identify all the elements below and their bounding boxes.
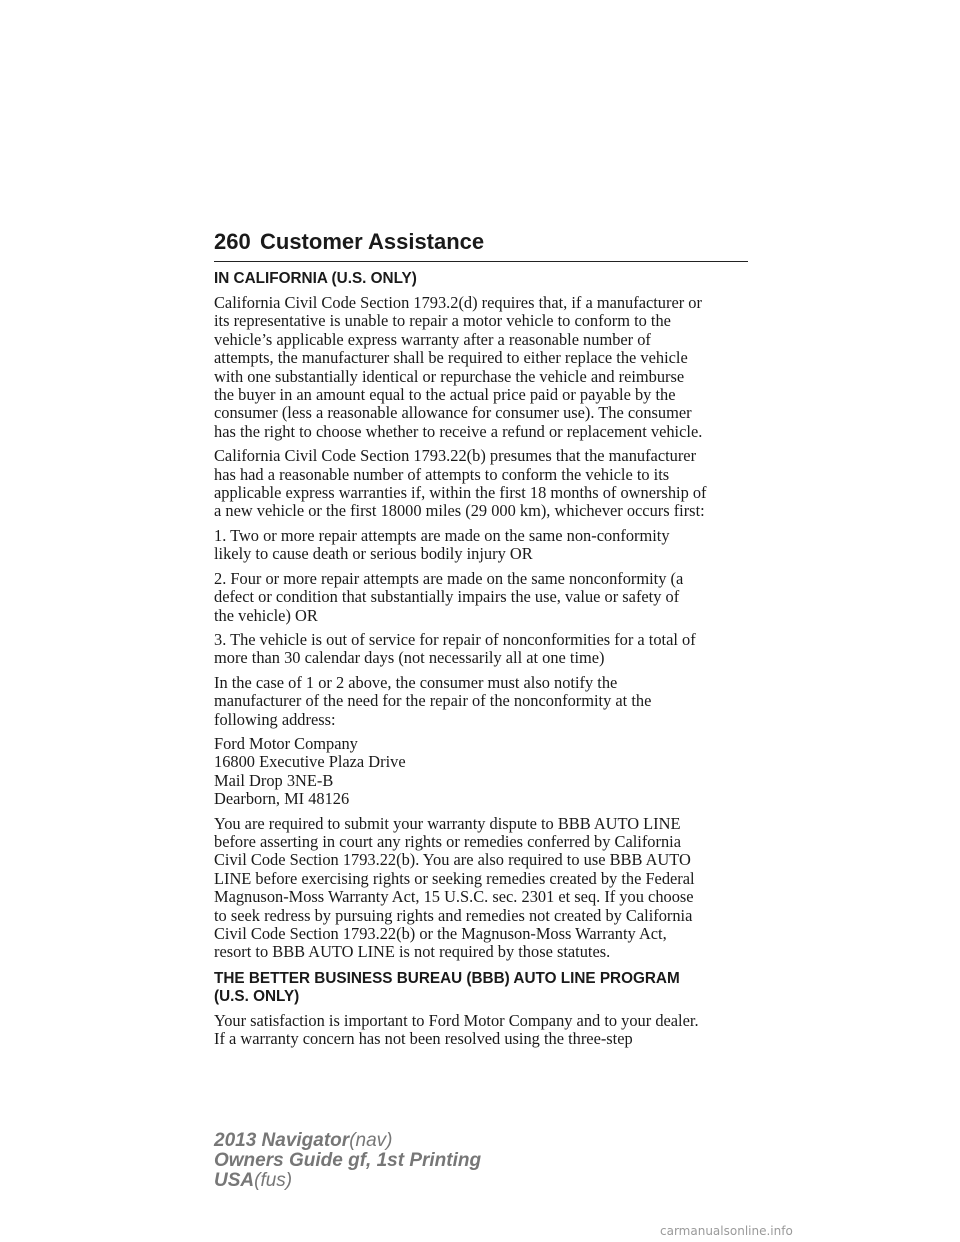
- mailing-address-line: Dearborn, MI 48126: [214, 789, 350, 809]
- footer-region-code: (fus): [254, 1170, 293, 1191]
- heading-california: IN CALIFORNIA (U.S. ONLY): [214, 270, 417, 287]
- paragraph-satisfaction-line: If a warranty concern has not been resolved using the three-step: [214, 1029, 633, 1049]
- paragraph-1793-22b: [214, 447, 754, 521]
- page-footer: [214, 1131, 481, 1191]
- paragraph-bbb-required-line: LINE before exercising rights or seeking remedies created by the Federal: [214, 868, 695, 888]
- list-item-2-line: 2. Four or more repair attempts are made on the same nonconformity (a: [214, 568, 684, 588]
- paragraph-1793-2d-line: attempts, the manufacturer shall be required to either replace the vehicle: [214, 348, 688, 368]
- page-number: 260: [214, 229, 251, 254]
- paragraph-1793-2d: [214, 294, 754, 441]
- mailing-address-line: 16800 Executive Plaza Drive: [214, 752, 406, 772]
- paragraph-1793-22b-line: has had a reasonable number of attempts to conform the vehicle to its: [214, 464, 670, 484]
- paragraph-1793-2d-line: consumer (less a reasonable allowance for consumer use). The consumer: [214, 403, 692, 423]
- paragraph-1793-2d-line: its representative is unable to repair a motor vehicle to conform to the: [214, 311, 671, 331]
- list-item-2: [214, 570, 754, 625]
- list-item-1-line: 1. Two or more repair attempts are made on the same non-conformity: [214, 525, 670, 545]
- paragraph-notify: [214, 674, 754, 729]
- paragraph-satisfaction-line: Your satisfaction is important to Ford Motor Company and to your dealer.: [214, 1010, 699, 1030]
- footer-region: USA: [214, 1170, 255, 1191]
- list-item-3-line: 3. The vehicle is out of service for repair of nonconformities for a total of: [214, 629, 696, 649]
- footer-line-region: [214, 1171, 481, 1191]
- paragraph-bbb-required-line: to seek redress by pursuing rights and remedies not created by California: [214, 905, 693, 925]
- mailing-address-line: Mail Drop 3NE-B: [214, 770, 334, 790]
- paragraph-1793-22b-line: California Civil Code Section 1793.22(b) presumes that the manufacturer: [214, 446, 697, 466]
- paragraph-notify-line: manufacturer of the need for the repair of the nonconformity at the: [214, 691, 652, 711]
- paragraph-1793-2d-line: vehicle’s applicable express warranty after a reasonable number of: [214, 329, 651, 349]
- paragraph-1793-22b-line: a new vehicle or the first 18000 miles (29 000 km), whichever occurs first:: [214, 501, 705, 521]
- paragraph-bbb-required-line: Civil Code Section 1793.22(b) or the Magnuson-Moss Warranty Act,: [214, 924, 667, 943]
- watermark: carmanualsonline.info: [660, 1224, 793, 1238]
- list-item-3-line: more than 30 calendar days (not necessarily all at one time): [214, 648, 605, 668]
- paragraph-bbb-required-line: You are required to submit your warranty dispute to BBB AUTO LINE: [214, 813, 681, 833]
- paragraph-notify-line: following address:: [214, 709, 336, 729]
- page-header: [214, 229, 748, 262]
- mailing-address: [214, 735, 754, 809]
- list-item-1-line: likely to cause death or serious bodily injury OR: [214, 544, 533, 564]
- section-title: Customer Assistance: [260, 229, 485, 254]
- mailing-address-line: Ford Motor Company: [214, 733, 358, 753]
- list-item-2-line: defect or condition that substantially impairs the use, value or safety of: [214, 587, 680, 607]
- paragraph-bbb-required-line: resort to BBB AUTO LINE is not required by those statutes.: [214, 942, 611, 962]
- heading-bbb-program-line: (U.S. ONLY): [214, 987, 300, 1005]
- paragraph-1793-2d-line: with one substantially identical or repurchase the vehicle and reimburse: [214, 366, 685, 386]
- footer-model: 2013 Navigator: [214, 1130, 350, 1151]
- footer-model-code: (nav): [349, 1130, 393, 1151]
- list-item-1: [214, 527, 754, 564]
- page-content: [214, 270, 754, 1055]
- heading-bbb-program-line: THE BETTER BUSINESS BUREAU (BBB) AUTO LINE PROGRAM: [214, 969, 680, 987]
- paragraph-1793-22b-line: applicable express warranties if, within the first 18 months of ownership of: [214, 483, 707, 503]
- footer-line-model: [214, 1131, 481, 1151]
- paragraph-bbb-required-line: Civil Code Section 1793.22(b). You are also required to use BBB AUTO: [214, 850, 691, 870]
- paragraph-1793-2d-line: California Civil Code Section 1793.2(d) requires that, if a manufacturer or: [214, 293, 702, 312]
- paragraph-bbb-required: [214, 815, 754, 962]
- list-item-2-line: the vehicle) OR: [214, 605, 318, 625]
- heading-bbb-program: [214, 970, 754, 1006]
- paragraph-1793-2d-line: the buyer in an amount equal to the actual price paid or payable by the: [214, 385, 676, 405]
- paragraph-bbb-required-line: before asserting in court any rights or remedies conferred by California: [214, 831, 681, 851]
- paragraph-notify-line: In the case of 1 or 2 above, the consumer must also notify the: [214, 672, 618, 692]
- paragraph-satisfaction: [214, 1012, 754, 1049]
- footer-printing: Owners Guide gf, 1st Printing: [214, 1150, 482, 1171]
- paragraph-1793-2d-line: has the right to choose whether to receive a refund or replacement vehicle.: [214, 421, 703, 441]
- list-item-3: [214, 631, 754, 668]
- paragraph-bbb-required-line: Magnuson-Moss Warranty Act, 15 U.S.C. sec. 2301 et seq. If you choose: [214, 887, 694, 907]
